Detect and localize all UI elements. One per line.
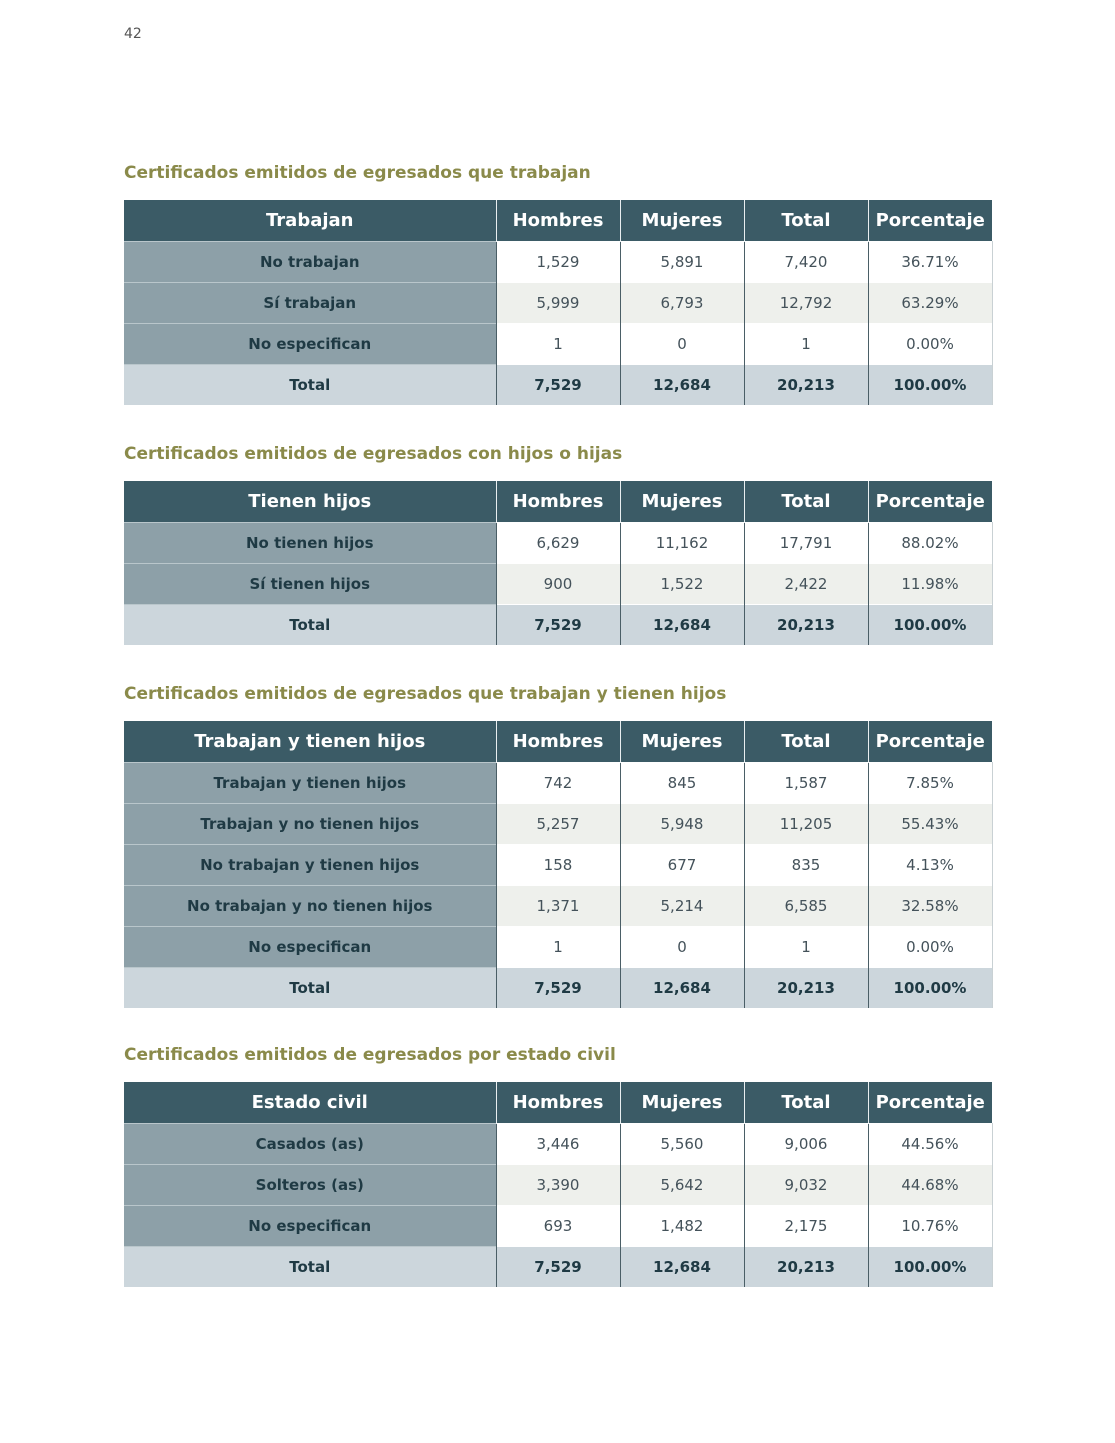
- table-row: [124, 763, 992, 804]
- column-header: Total: [744, 200, 868, 242]
- column-header: Estado civil: [124, 1082, 496, 1124]
- total-cell: 100.00%: [868, 1247, 992, 1288]
- table-hijos: [124, 481, 993, 645]
- row-label: Sí trabajan: [124, 283, 496, 324]
- row-label: Trabajan y tienen hijos: [124, 763, 496, 804]
- table-cell: 44.68%: [868, 1165, 992, 1206]
- page-number: 42: [124, 26, 142, 42]
- table-cell: 17,791: [744, 523, 868, 564]
- table-cell: 3,446: [496, 1124, 620, 1165]
- header-row: [124, 481, 992, 523]
- section-title: Certificados emitidos de egresados por estado civil: [124, 1045, 616, 1065]
- total-cell: 20,213: [744, 365, 868, 406]
- table-cell: 4.13%: [868, 845, 992, 886]
- total-cell: 100.00%: [868, 605, 992, 646]
- table-cell: 6,585: [744, 886, 868, 927]
- table-row: [124, 927, 992, 968]
- table-cell: 10.76%: [868, 1206, 992, 1247]
- total-label: Total: [124, 1247, 496, 1288]
- row-label: Sí tienen hijos: [124, 564, 496, 605]
- header-row: [124, 721, 992, 763]
- row-label: No trabajan y tienen hijos: [124, 845, 496, 886]
- table-cell: 1,522: [620, 564, 744, 605]
- table-cell: 0: [620, 324, 744, 365]
- table-cell: 9,006: [744, 1124, 868, 1165]
- total-label: Total: [124, 365, 496, 406]
- total-cell: 20,213: [744, 1247, 868, 1288]
- table-cell: 5,891: [620, 242, 744, 283]
- row-label: No especifican: [124, 1206, 496, 1247]
- column-header: Mujeres: [620, 200, 744, 242]
- column-header: Total: [744, 721, 868, 763]
- total-cell: 100.00%: [868, 365, 992, 406]
- total-cell: 20,213: [744, 605, 868, 646]
- table-cell: 900: [496, 564, 620, 605]
- section-title: Certificados emitidos de egresados que trabajan y tienen hijos: [124, 684, 727, 704]
- section-title: Certificados emitidos de egresados con hijos o hijas: [124, 444, 623, 464]
- total-cell: 7,529: [496, 968, 620, 1009]
- table-cell: 0.00%: [868, 927, 992, 968]
- table-cell: 5,999: [496, 283, 620, 324]
- table-row: [124, 523, 992, 564]
- section-trabajan-hijos: [124, 681, 992, 1008]
- table-cell: 1,529: [496, 242, 620, 283]
- table-cell: 0: [620, 927, 744, 968]
- table-cell: 1,587: [744, 763, 868, 804]
- total-label: Total: [124, 605, 496, 646]
- section-trabajan: [124, 160, 992, 405]
- row-label: No trabajan: [124, 242, 496, 283]
- table-cell: 5,214: [620, 886, 744, 927]
- table-row: [124, 242, 992, 283]
- table-row: [124, 1206, 992, 1247]
- total-cell: 12,684: [620, 605, 744, 646]
- table-cell: 1: [744, 927, 868, 968]
- table-cell: 835: [744, 845, 868, 886]
- table-cell: 11.98%: [868, 564, 992, 605]
- total-cell: 20,213: [744, 968, 868, 1009]
- table-cell: 55.43%: [868, 804, 992, 845]
- column-header: Trabajan y tienen hijos: [124, 721, 496, 763]
- column-header: Hombres: [496, 1082, 620, 1124]
- table-cell: 677: [620, 845, 744, 886]
- table-cell: 1: [496, 324, 620, 365]
- table-row: [124, 324, 992, 365]
- column-header: Hombres: [496, 481, 620, 523]
- table-cell: 845: [620, 763, 744, 804]
- table-cell: 0.00%: [868, 324, 992, 365]
- table-row: [124, 283, 992, 324]
- table-row: [124, 564, 992, 605]
- table-cell: 742: [496, 763, 620, 804]
- table-cell: 5,257: [496, 804, 620, 845]
- column-header: Porcentaje: [868, 721, 992, 763]
- row-label: No especifican: [124, 927, 496, 968]
- table-cell: 158: [496, 845, 620, 886]
- total-row: [124, 1247, 992, 1288]
- total-row: [124, 365, 992, 406]
- row-label: No especifican: [124, 324, 496, 365]
- column-header: Trabajan: [124, 200, 496, 242]
- table-estado-civil: [124, 1082, 993, 1287]
- total-label: Total: [124, 968, 496, 1009]
- table-cell: 36.71%: [868, 242, 992, 283]
- table-row: [124, 886, 992, 927]
- column-header: Total: [744, 481, 868, 523]
- table-cell: 5,948: [620, 804, 744, 845]
- total-cell: 7,529: [496, 365, 620, 406]
- section-hijos: [124, 441, 992, 645]
- column-header: Tienen hijos: [124, 481, 496, 523]
- table-cell: 63.29%: [868, 283, 992, 324]
- column-header: Mujeres: [620, 1082, 744, 1124]
- table-cell: 2,422: [744, 564, 868, 605]
- row-label: Trabajan y no tienen hijos: [124, 804, 496, 845]
- total-cell: 12,684: [620, 365, 744, 406]
- table-cell: 1,371: [496, 886, 620, 927]
- header-row: [124, 200, 992, 242]
- row-label: Solteros (as): [124, 1165, 496, 1206]
- table-cell: 1: [496, 927, 620, 968]
- total-cell: 100.00%: [868, 968, 992, 1009]
- section-estado-civil: [124, 1042, 992, 1287]
- column-header: Mujeres: [620, 481, 744, 523]
- table-cell: 5,642: [620, 1165, 744, 1206]
- total-cell: 12,684: [620, 1247, 744, 1288]
- table-cell: 9,032: [744, 1165, 868, 1206]
- table-cell: 88.02%: [868, 523, 992, 564]
- table-cell: 693: [496, 1206, 620, 1247]
- row-label: No trabajan y no tienen hijos: [124, 886, 496, 927]
- total-row: [124, 605, 992, 646]
- row-label: Casados (as): [124, 1124, 496, 1165]
- table-cell: 7,420: [744, 242, 868, 283]
- table-cell: 1: [744, 324, 868, 365]
- column-header: Hombres: [496, 200, 620, 242]
- table-cell: 6,629: [496, 523, 620, 564]
- column-header: Porcentaje: [868, 481, 992, 523]
- column-header: Total: [744, 1082, 868, 1124]
- total-cell: 7,529: [496, 1247, 620, 1288]
- table-cell: 2,175: [744, 1206, 868, 1247]
- table-trabajan: [124, 200, 993, 405]
- table-cell: 7.85%: [868, 763, 992, 804]
- total-cell: 12,684: [620, 968, 744, 1009]
- table-cell: 11,205: [744, 804, 868, 845]
- table-trabajan-hijos: [124, 721, 993, 1008]
- column-header: Mujeres: [620, 721, 744, 763]
- table-cell: 11,162: [620, 523, 744, 564]
- column-header: Porcentaje: [868, 200, 992, 242]
- table-row: [124, 1124, 992, 1165]
- total-row: [124, 968, 992, 1009]
- row-label: No tienen hijos: [124, 523, 496, 564]
- section-title: Certificados emitidos de egresados que trabajan: [124, 163, 591, 183]
- table-cell: 1,482: [620, 1206, 744, 1247]
- column-header: Porcentaje: [868, 1082, 992, 1124]
- table-cell: 3,390: [496, 1165, 620, 1206]
- table-row: [124, 1165, 992, 1206]
- table-row: [124, 845, 992, 886]
- table-row: [124, 804, 992, 845]
- header-row: [124, 1082, 992, 1124]
- table-cell: 32.58%: [868, 886, 992, 927]
- table-cell: 5,560: [620, 1124, 744, 1165]
- column-header: Hombres: [496, 721, 620, 763]
- table-cell: 44.56%: [868, 1124, 992, 1165]
- table-cell: 12,792: [744, 283, 868, 324]
- table-cell: 6,793: [620, 283, 744, 324]
- total-cell: 7,529: [496, 605, 620, 646]
